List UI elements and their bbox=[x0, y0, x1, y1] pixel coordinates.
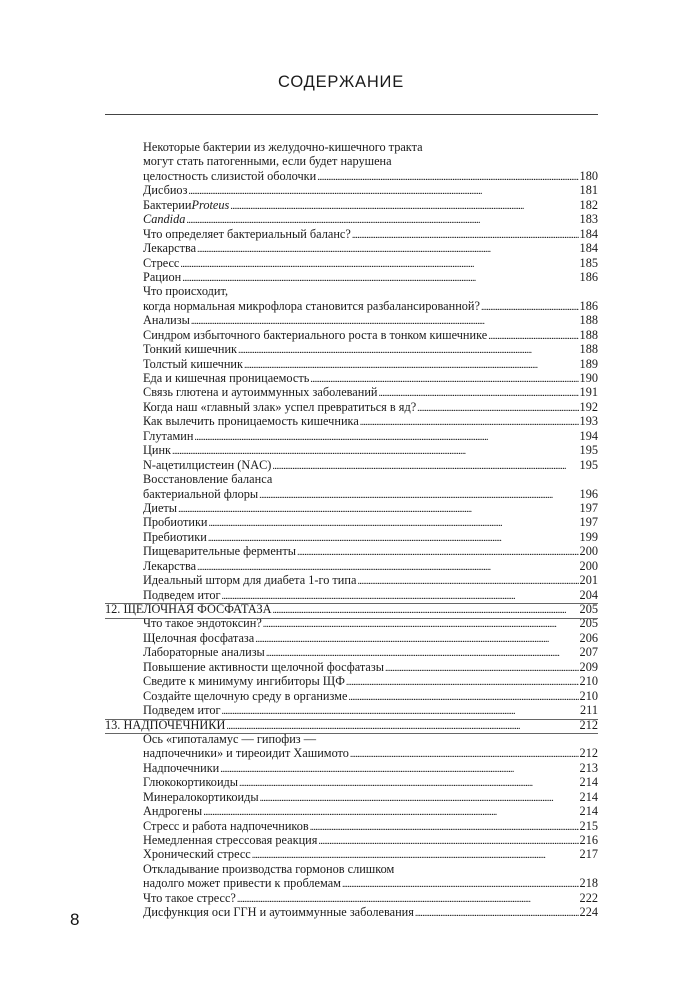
toc-title: Анализы bbox=[143, 313, 190, 328]
toc-line bbox=[105, 530, 598, 544]
toc-title: Пробиотики bbox=[143, 515, 208, 530]
toc-entry bbox=[105, 458, 598, 472]
toc-line bbox=[105, 414, 598, 428]
toc-line bbox=[105, 905, 598, 919]
toc-page-number: 186 bbox=[579, 298, 598, 313]
toc-entry bbox=[105, 515, 598, 529]
toc-line bbox=[105, 559, 598, 573]
toc-page-number: 207 bbox=[579, 645, 598, 660]
toc-title: Лекарства bbox=[143, 558, 197, 573]
toc-line bbox=[105, 429, 598, 443]
toc-entry bbox=[105, 371, 598, 385]
toc-page-number: 192 bbox=[579, 399, 598, 414]
toc-line bbox=[105, 645, 598, 659]
toc-title: Создайте щелочную среду в организме bbox=[143, 688, 348, 703]
toc-title: Что такое стресс? bbox=[143, 890, 236, 905]
toc-entry bbox=[105, 905, 598, 919]
toc-line bbox=[105, 328, 598, 342]
toc-line bbox=[105, 371, 598, 385]
toc-title: Стресс и работа надпочечников bbox=[143, 818, 309, 833]
toc-line bbox=[105, 746, 598, 760]
toc-entry bbox=[105, 256, 598, 270]
toc-page-number: 217 bbox=[579, 847, 598, 862]
toc-title: Лабораторные анализы bbox=[143, 645, 265, 660]
toc-line bbox=[105, 804, 598, 818]
toc-line bbox=[105, 674, 598, 688]
toc-title: Дисфункция оси ГГН и аутоиммунные заболевания bbox=[143, 905, 414, 920]
toc-line bbox=[105, 862, 598, 876]
toc-entry bbox=[105, 631, 598, 645]
toc-page-number: 205 bbox=[579, 602, 598, 616]
toc-line bbox=[105, 212, 598, 226]
toc-entry bbox=[105, 790, 598, 804]
toc-page-number: 193 bbox=[579, 414, 598, 429]
toc-page-number: 181 bbox=[579, 183, 598, 198]
toc-entry bbox=[105, 183, 598, 197]
page-number: 8 bbox=[70, 910, 80, 929]
toc-entry bbox=[105, 689, 598, 703]
toc-entry bbox=[105, 241, 598, 255]
toc-page-number: 200 bbox=[579, 544, 598, 559]
toc-line bbox=[105, 501, 598, 515]
toc-title: Щелочная фосфатаза bbox=[143, 630, 255, 645]
toc-page-number: 214 bbox=[579, 804, 598, 819]
toc-entry bbox=[105, 559, 598, 573]
toc-title: бактериальной флоры bbox=[143, 486, 259, 501]
toc-entry bbox=[105, 385, 598, 399]
toc-title: 12. ЩЕЛОЧНАЯ ФОСФАТАЗА bbox=[105, 602, 272, 616]
toc-title: Минералокортикоиды bbox=[143, 789, 259, 804]
toc-title: Рацион bbox=[143, 269, 182, 284]
toc-page-number: 213 bbox=[579, 760, 598, 775]
toc-line bbox=[105, 198, 598, 212]
chapter-rule bbox=[105, 603, 598, 604]
toc-entry bbox=[105, 573, 598, 587]
toc-title: Повышение активности щелочной фосфатазы bbox=[143, 659, 384, 674]
toc-title: Откладывание производства гормонов слишком bbox=[143, 861, 395, 876]
toc-line bbox=[105, 790, 598, 804]
toc-title-italic: Proteus bbox=[191, 197, 230, 212]
toc-page-number: 188 bbox=[579, 327, 598, 342]
toc-entry bbox=[105, 645, 598, 659]
toc-line bbox=[105, 631, 598, 645]
chapter-rule bbox=[105, 618, 598, 619]
toc-page-number: 215 bbox=[579, 818, 598, 833]
toc-title-italic: Candida bbox=[143, 212, 186, 227]
toc-entry bbox=[105, 270, 598, 284]
table-of-contents bbox=[105, 140, 598, 920]
toc-entry bbox=[105, 443, 598, 457]
toc-title: когда нормальная микрофлора становится разбалансированной? bbox=[143, 298, 480, 313]
toc-entry bbox=[105, 660, 598, 674]
toc-line bbox=[105, 573, 598, 587]
toc-entry bbox=[105, 357, 598, 371]
toc-entry bbox=[105, 400, 598, 414]
toc-page-number: 195 bbox=[579, 443, 598, 458]
toc-line bbox=[105, 241, 598, 255]
toc-entry bbox=[105, 544, 598, 558]
toc-page-number: 197 bbox=[579, 500, 598, 515]
toc-title: Некоторые бактерии из желудочно-кишечного тракта bbox=[143, 140, 423, 154]
toc-page-number: 206 bbox=[579, 630, 598, 645]
chapter-rule bbox=[105, 733, 598, 734]
toc-line bbox=[105, 515, 598, 529]
toc-page-number: 191 bbox=[579, 385, 598, 400]
toc-title: Связь глютена и аутоиммунных заболеваний bbox=[143, 385, 378, 400]
toc-page-number: 224 bbox=[579, 905, 598, 920]
toc-page-number: 211 bbox=[580, 703, 598, 718]
toc-line bbox=[105, 891, 598, 905]
toc-title: Когда наш «главный злак» успел превратиться в яд? bbox=[143, 399, 417, 414]
toc-title: Ось «гипоталамус — гипофиз — bbox=[143, 731, 317, 746]
toc-title: Андрогены bbox=[143, 804, 203, 819]
toc-page-number: 212 bbox=[579, 717, 598, 732]
dot-leader bbox=[415, 905, 579, 921]
toc-line bbox=[105, 357, 598, 371]
toc-title: N-ацетилцистеин (NAC) bbox=[143, 457, 272, 472]
toc-title: Глутамин bbox=[143, 428, 194, 443]
toc-title: Немедленная стрессовая реакция bbox=[143, 833, 318, 847]
toc-line bbox=[105, 876, 598, 890]
toc-page-number: 214 bbox=[579, 775, 598, 790]
toc-page-number: 184 bbox=[579, 226, 598, 241]
toc-line bbox=[105, 472, 598, 486]
toc-title: Как вылечить проницаемость кишечника bbox=[143, 414, 359, 429]
toc-page-number: 205 bbox=[579, 616, 598, 631]
toc-line bbox=[105, 385, 598, 399]
toc-line bbox=[105, 660, 598, 674]
toc-entry bbox=[105, 140, 598, 183]
toc-page-number: 183 bbox=[579, 212, 598, 227]
toc-page-number: 189 bbox=[579, 356, 598, 371]
toc-title: Глюкокортикоиды bbox=[143, 775, 239, 790]
toc-title: Восстановление баланса bbox=[143, 472, 273, 487]
toc-entry bbox=[105, 819, 598, 833]
toc-page-number: 185 bbox=[579, 255, 598, 270]
toc-entry bbox=[105, 342, 598, 356]
toc-page-number: 210 bbox=[579, 688, 598, 703]
toc-line bbox=[105, 761, 598, 775]
toc-line bbox=[105, 154, 598, 168]
toc-page-number: 209 bbox=[579, 659, 598, 674]
toc-entry bbox=[105, 775, 598, 789]
toc-title: могут стать патогенными, если будет нарушена bbox=[143, 154, 392, 169]
toc-title: Что определяет бактериальный баланс? bbox=[143, 226, 351, 241]
toc-line bbox=[105, 284, 598, 298]
toc-page-number: 201 bbox=[579, 573, 598, 588]
toc-line bbox=[105, 140, 598, 154]
toc-page-number: 190 bbox=[579, 371, 598, 385]
toc-page-number: 180 bbox=[579, 168, 598, 183]
toc-page-number: 222 bbox=[579, 890, 598, 905]
toc-title: надолго может привести к проблемам bbox=[143, 876, 341, 891]
toc-line bbox=[105, 256, 598, 270]
toc-entry bbox=[105, 429, 598, 443]
toc-line bbox=[105, 313, 598, 327]
toc-title: Что такое эндотоксин? bbox=[143, 616, 262, 631]
toc-line bbox=[105, 458, 598, 472]
toc-page-number: 184 bbox=[579, 241, 598, 256]
toc-line bbox=[105, 833, 598, 847]
toc-line bbox=[105, 588, 598, 602]
toc-page-number: 197 bbox=[579, 515, 598, 530]
toc-title: Сведите к минимуму ингибиторы ЩФ bbox=[143, 674, 345, 689]
toc-entry bbox=[105, 530, 598, 544]
toc-entry bbox=[105, 674, 598, 688]
header-rule bbox=[105, 114, 598, 115]
toc-entry bbox=[105, 284, 598, 313]
toc-page-number: 196 bbox=[579, 486, 598, 501]
toc-entry bbox=[105, 847, 598, 861]
toc-title: Хронический стресс bbox=[143, 847, 251, 862]
toc-entry bbox=[105, 862, 598, 891]
toc-title: Дисбиоз bbox=[143, 183, 188, 198]
toc-line bbox=[105, 299, 598, 313]
toc-entry bbox=[105, 501, 598, 515]
toc-entry bbox=[105, 414, 598, 428]
toc-entry bbox=[105, 703, 598, 717]
toc-entry bbox=[105, 328, 598, 342]
toc-title: Подведем итог bbox=[143, 703, 221, 718]
dot-leader bbox=[182, 270, 578, 286]
toc-entry bbox=[105, 313, 598, 327]
toc-line bbox=[105, 703, 598, 717]
toc-page-number: 200 bbox=[579, 558, 598, 573]
toc-line bbox=[105, 227, 598, 241]
toc-title: Подведем итог bbox=[143, 587, 221, 602]
toc-page-number: 199 bbox=[579, 529, 598, 544]
toc-page-number: 216 bbox=[579, 833, 598, 847]
toc-title: надпочечники» и тиреоидит Хашимото bbox=[143, 746, 349, 761]
toc-line bbox=[105, 342, 598, 356]
toc-entry bbox=[105, 212, 598, 226]
toc-line bbox=[105, 270, 598, 284]
toc-entry bbox=[105, 891, 598, 905]
toc-line bbox=[105, 183, 598, 197]
toc-title: Диеты bbox=[143, 500, 178, 515]
toc-title: целостность слизистой оболочки bbox=[143, 168, 317, 183]
dot-leader bbox=[272, 458, 578, 474]
toc-line bbox=[105, 487, 598, 501]
toc-title: Синдром избыточного бактериального роста в тонком кишечнике bbox=[143, 327, 488, 342]
toc-title: 13. НАДПОЧЕЧНИКИ bbox=[105, 717, 226, 732]
toc-entry bbox=[105, 804, 598, 818]
toc-title: Лекарства bbox=[143, 241, 197, 256]
toc-line bbox=[105, 775, 598, 789]
toc-page-number: 186 bbox=[579, 269, 598, 284]
toc-line bbox=[105, 689, 598, 703]
toc-line bbox=[105, 847, 598, 861]
toc-title: Надпочечники bbox=[143, 760, 220, 775]
toc-title: Стресс bbox=[143, 255, 180, 270]
toc-page-number: 204 bbox=[579, 587, 598, 602]
toc-line bbox=[105, 544, 598, 558]
toc-page-number: 182 bbox=[579, 197, 598, 212]
toc-title: Пищеварительные ферменты bbox=[143, 544, 297, 559]
toc-entry bbox=[105, 588, 598, 602]
toc-page-number: 212 bbox=[579, 746, 598, 761]
toc-entry bbox=[105, 761, 598, 775]
toc-page-number: 188 bbox=[579, 313, 598, 328]
toc-title: Еда и кишечная проницаемость bbox=[143, 371, 310, 385]
toc-title: Бактерии bbox=[143, 197, 192, 212]
toc-title: Что происходит, bbox=[143, 284, 229, 299]
toc-title: Идеальный шторм для диабета 1-го типа bbox=[143, 573, 357, 588]
toc-entry bbox=[105, 732, 598, 761]
running-header: СОДЕРЖАНИЕ bbox=[277, 73, 405, 91]
toc-entry bbox=[105, 833, 598, 847]
toc-page-number: 195 bbox=[579, 457, 598, 472]
toc-title: Тонкий кишечник bbox=[143, 342, 238, 357]
toc-line bbox=[105, 169, 598, 183]
toc-page-number: 188 bbox=[579, 342, 598, 357]
chapter-rule bbox=[105, 719, 598, 720]
toc-title: Пребиотики bbox=[143, 529, 207, 544]
toc-page-number: 194 bbox=[579, 428, 598, 443]
toc-line bbox=[105, 819, 598, 833]
toc-entry bbox=[105, 198, 598, 212]
toc-page-number: 218 bbox=[579, 876, 598, 891]
toc-entry bbox=[105, 472, 598, 501]
toc-title: Толстый кишечник bbox=[143, 356, 243, 371]
toc-page-number: 210 bbox=[579, 674, 598, 689]
toc-entry bbox=[105, 227, 598, 241]
toc-line bbox=[105, 443, 598, 457]
toc-title: Цинк bbox=[143, 443, 172, 458]
toc-page-number: 214 bbox=[579, 789, 598, 804]
toc-line bbox=[105, 400, 598, 414]
